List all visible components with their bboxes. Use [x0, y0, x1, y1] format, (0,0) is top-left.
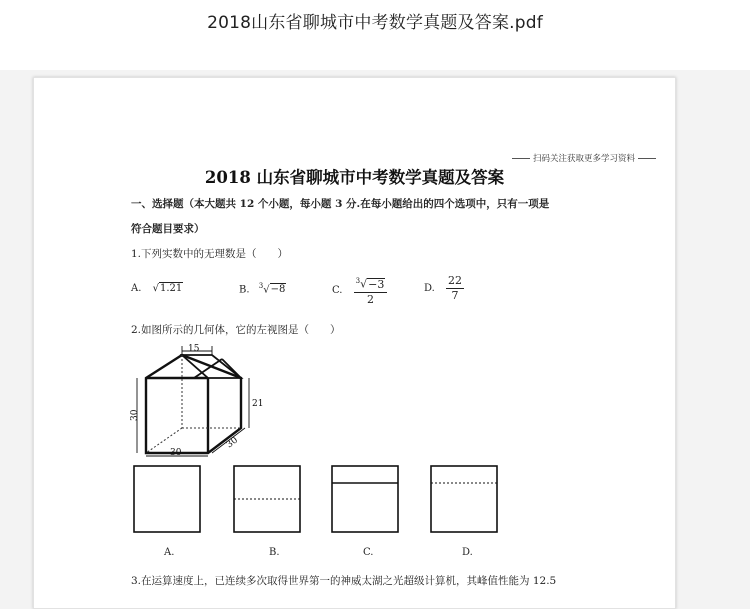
option-d-numerator: 22 [448, 274, 463, 287]
document-title: 2018山东省聊城市中考数学真题及答案.pdf [207, 13, 543, 33]
left-view-options [131, 463, 531, 563]
option-label: C. [332, 284, 343, 296]
option-c-denominator: 2 [367, 292, 375, 306]
watermark [509, 152, 659, 164]
pdf-page [33, 77, 676, 609]
viewer-header [0, 0, 750, 70]
question-1-stem: 1.下列实数中的无理数是（ ） [131, 248, 289, 260]
question-2-stem: 2.如图所示的几何体，它的左视图是（ ） [131, 324, 341, 336]
option-a-radicand: 1.21 [159, 283, 183, 294]
dim-bottom-label: 30 [170, 448, 182, 457]
section-heading: 一、选择题（本大题共 12 个小题，每小题 3 分.在每小题给出的四个选项中，只有一项是 [131, 198, 550, 210]
option-label: B. [239, 284, 250, 296]
view-option-c [332, 466, 398, 532]
option-c-index: 3 [355, 277, 361, 285]
solid-3d-figure [128, 342, 273, 457]
dim-depth-label: 30 [224, 435, 240, 451]
watermark-text: 扫码关注获取更多学习资料 [532, 154, 635, 164]
option-c-radicand: −3 [368, 277, 385, 291]
option-b-label: B. [269, 547, 280, 558]
paper-title: 2018 山东省聊城市中考数学真题及答案 [204, 168, 505, 187]
q1-option-d [424, 274, 464, 303]
option-label: D. [424, 283, 435, 294]
option-d-label: D. [462, 547, 473, 558]
question-3-stem: 3.在运算速度上，已连续多次取得世界第一的神威太湖之光超级计算机，其峰值性能为 12.5 [131, 575, 557, 587]
option-a-label: A. [164, 547, 175, 558]
q1-option-b: B. $^3$√−8 [239, 282, 286, 296]
option-c-label: C. [363, 547, 374, 558]
view-option-a [134, 466, 200, 532]
option-b-index: 3 [258, 282, 264, 290]
watermark-rule-left [512, 158, 530, 159]
q1-option-c: C. $\frac{^3√-3}{2}$ [332, 274, 387, 307]
dim-right-label: 21 [252, 399, 264, 409]
view-option-d [431, 466, 497, 532]
dim-left-label: 30 [130, 409, 140, 421]
option-d-denominator: 7 [451, 289, 459, 302]
option-b-radicand: −8 [270, 284, 286, 296]
option-label: A. [131, 283, 142, 294]
watermark-rule-right [638, 158, 656, 159]
q1-option-a: A. √1.21 [131, 283, 183, 294]
section-heading-cont: 符合题目要求） [131, 223, 205, 235]
dim-top-label: 15 [188, 344, 200, 354]
